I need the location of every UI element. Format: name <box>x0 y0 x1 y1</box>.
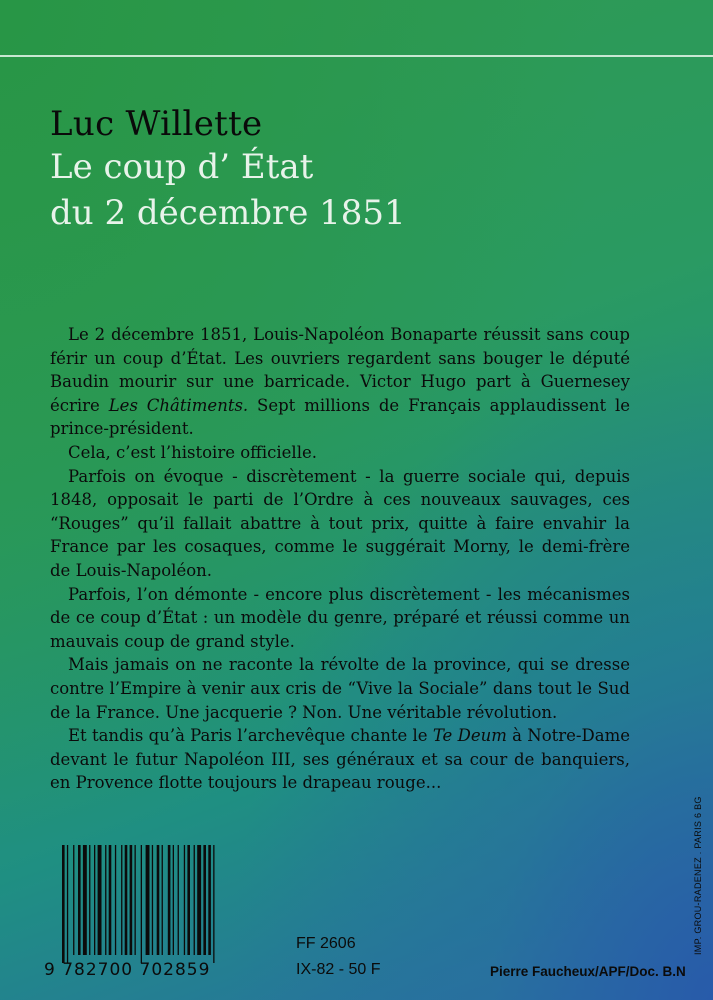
title-line-2: du 2 décembre 1851 <box>50 193 406 233</box>
printer-imprint: IMP. GROU-RADENEZ . PARIS 6 BG <box>693 796 703 955</box>
back-cover-blurb <box>50 323 630 795</box>
isbn-barcode <box>60 845 270 963</box>
top-rule <box>0 55 713 57</box>
book-title-italic: Les Châtiments. <box>108 395 249 415</box>
title-line-1: Le coup d’ État <box>50 147 314 187</box>
barcode-bar <box>187 845 190 955</box>
barcode-bar <box>203 845 206 955</box>
barcode-bar <box>83 845 87 955</box>
barcode-bar <box>105 845 106 955</box>
barcode-bar <box>109 845 112 955</box>
barcode-bar <box>121 845 122 955</box>
barcode-bar <box>94 845 95 955</box>
barcode-bar <box>125 845 128 955</box>
blurb-paragraph: Parfois on évoque - discrètement - la guerre sociale qui, depuis 1848, opposait le parti de l’Ordre à ces nouveaux sauvages, ces “Rouges” qu’il fallait abattre à tout prix, quitte à faire envahir la France par les cosaques, comme le suggérait Morny, le demi-frère de Louis-Napoléon. <box>50 466 630 580</box>
barcode-bar <box>89 845 90 955</box>
barcode-bar <box>98 845 102 955</box>
book-title <box>50 144 406 236</box>
barcode-bar <box>146 845 150 955</box>
barcode-bar <box>184 845 185 955</box>
blurb-paragraph: Cela, c’est l’histoire officielle. <box>68 442 317 462</box>
barcode-bar <box>130 845 133 955</box>
barcode-bar <box>208 845 211 955</box>
barcode-bar <box>62 845 65 963</box>
price-code: FF 2606 <box>296 935 356 952</box>
blurb-paragraph: Et tandis qu’à Paris l’archevêque chante le Te Deum à Notre-Dame devant le futur Napoléon III, ses généraux et sa cour de banquiers, en Provence flotte toujours le drapeau rouge... <box>50 726 630 793</box>
barcode-bar <box>152 845 153 955</box>
barcode-bar <box>135 845 136 955</box>
barcode-bar <box>78 845 81 955</box>
barcode-bar <box>141 845 142 963</box>
cover-credit: Pierre Faucheux/APF/Doc. B.N <box>490 964 686 979</box>
barcode-bar <box>168 845 171 955</box>
barcode-bar <box>213 845 214 963</box>
author-name: Luc Willette <box>50 104 263 144</box>
blurb-paragraph: Le 2 décembre 1851, Louis-Napoléon Bonaparte réussit sans coup férir un coup d’État. Les ouvriers regardent sans bouger le député Baudin mourir sur une barricade. Victor Hugo part à Guernesey écrire Les Châtiments. Sept millions de Français applaudissent le prince-président. <box>50 325 630 439</box>
blurb-paragraph: Parfois, l’on démonte - encore plus discrètement - les mécanismes de ce coup d’État : un modèle du genre, préparé et réussi comme un mauvais coup de grand style. <box>50 584 630 651</box>
barcode-bar <box>197 845 201 955</box>
barcode-bar <box>194 845 195 955</box>
barcode-bar <box>115 845 116 955</box>
price-label: IX-82 - 50 F <box>296 961 381 978</box>
hymn-title-italic: Te Deum <box>432 726 507 746</box>
barcode-bar <box>173 845 174 955</box>
barcode-bar <box>73 845 74 955</box>
isbn-number: 9 782700 702859 <box>44 960 211 980</box>
blurb-paragraph: Mais jamais on ne raconte la révolte de la province, qui se dresse contre l’Empire à venir aux cris de “Vive la Sociale” dans tout le Sud de la France. Une jacquerie ? Non. Une véritable révolution. <box>50 655 630 722</box>
barcode-bar <box>67 845 68 963</box>
barcode-bar <box>178 845 179 955</box>
barcode-bar <box>157 845 160 955</box>
barcode-bar <box>162 845 163 955</box>
